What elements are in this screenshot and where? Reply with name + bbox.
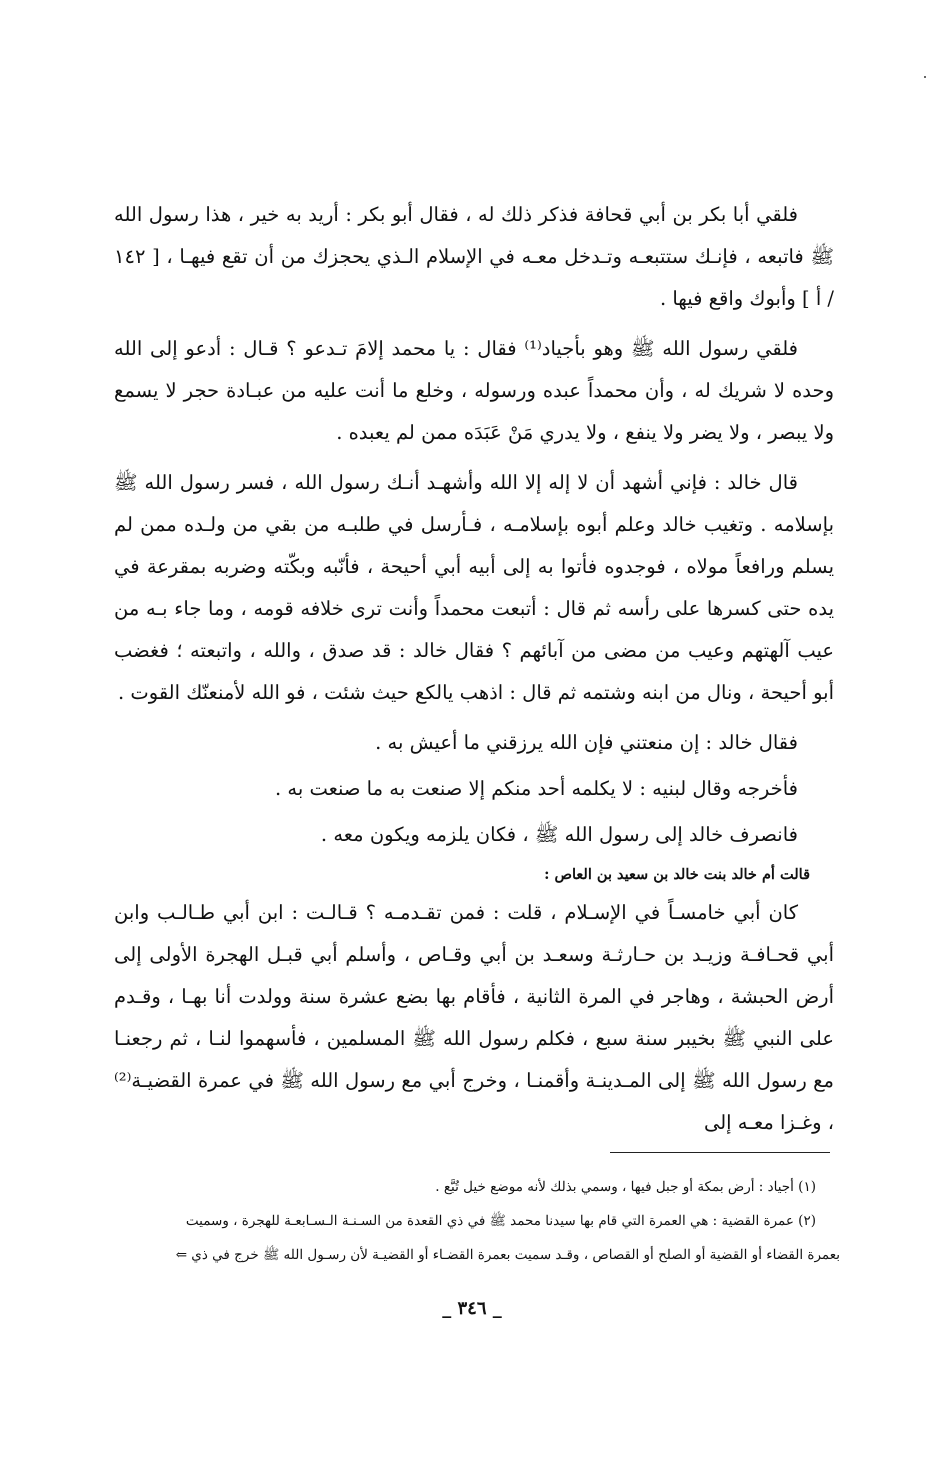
main-text [114, 194, 834, 1144]
paragraph-4: فقال خالد : إن منعتني فإن الله يرزقني ما أعيش به . [375, 731, 798, 754]
paragraph-2: فلقي رسول الله ﷺ وهو بأجياد⁽¹⁾ فقال : يا محمد إلامَ تـدعو ؟ قـال : أدعو إلى الله وحده لا شريك له ، وأن محمداً عبده ورسوله ، وخلع ما أنت عليه من عبـادة حجر لا يسمع ولا يبصر ، ولا يضر ولا ينفع ، ولا يدري مَنْ عَبَدَه ممن لم يعبده . [114, 337, 834, 444]
page-number: _ ٣٤٦ _ [442, 1298, 502, 1319]
footnotes [102, 1170, 840, 1272]
paragraph-1: فلقي أبا بكر بن أبي قحافة فذكر ذلك له ، فقال أبو بكر : أريد به خير ، هذا رسول الله ﷺ فاتبعه ، فإنـك ستتبعـه وتـدخل معـه في الإسلام الـذي يحجزك من أن تقع فيهـا ، [ ١٤٢ / أ ] وأبوك واقع فيها . [114, 203, 834, 310]
subheading: قالت أم خالد بنت خالد بن سعيد بن العاص : [544, 866, 810, 883]
footnote-2-continued: بعمرة القضاء أو القضية أو الصلح أو القصاص ، وقـد سميت بعمرة القضـاء أو القضيـة لأن رسـول الله ﷺ خرج في ذي ⇐ [175, 1247, 840, 1263]
scan-mark [924, 76, 926, 78]
paragraph-3: قال خالد : فإني أشهد أن لا إله إلا الله وأشهـد أنـك رسول الله ، فسر رسول الله ﷺ بإسلامه . وتغيب خالد وعلم أبوه بإسلامـه ، فـأرسل في طلبـه من بقي من ولـده ممن لم يسلم ورافعاً مولاه ، فوجدوه فأتوا به إلى أبيه أبي أحيحة ، فأنّبه وبكّته وضربه بمقرعة في يده حتى كسرها على رأسه ثم قال : أتبعت محمداً وأنت ترى خلافه قومه ، وما جاء بـه من عيب آلهتهم وعيب من مضى من آبائهم ؟ فقال خالد : قد صدق ، والله ، واتبعته ؛ فغضب أبو أحيحة ، ونال من ابنه وشتمه ثم قال : اذهب يالكع حيث شئت ، فو الله لأمنعنّك القوت . [114, 471, 834, 704]
paragraph-7: كان أبي خامسـاً في الإسـلام ، قلت : فمن تقـدمـه ؟ قـالـت : ابن أبي طـالـب وابن أبي قحـافـة وزيـد بن حـارثـة وسعـد بن أبي وقـاص ، وأسلم أبي قبـل الهجرة الأولى إلى أرض الحبشة ، وهاجر في المرة الثانية ، فأقام بها بضع عشرة سنة وولدت أنا بهـا ، وقـدم على النبي ﷺ بخيبر سنة سبع ، فكلم رسول الله ﷺ المسلمين ، فأسهموا لنـا ، ثم رجعنـا مع رسول الله ﷺ إلى المـدينـة وأقمنـا ، وخرج أبي مع رسول الله ﷺ في عمرة القضيـة⁽²⁾ ، وغـزا معـه إلى [114, 901, 834, 1134]
footnote-2: (٢) عمرة القضية : هي العمرة التي قام بها سيدنا محمد ﷺ في ذي القعدة من السـنـة الـسـابعـة للهجرة ، وسميت [185, 1213, 816, 1229]
footnote-1: (١) أجياد : أرض بمكة أو جبل فيها ، وسمي بذلك لأنه موضع خيل تُبَّع . [435, 1179, 816, 1195]
footnote-separator [610, 1152, 830, 1153]
paragraph-5: فأخرجه وقال لبنيه : لا يكلمه أحد منكم إلا صنعت به ما صنعت به . [275, 777, 798, 800]
paragraph-6: فانصرف خالد إلى رسول الله ﷺ ، فكان يلزمه ويكون معه . [320, 823, 798, 846]
